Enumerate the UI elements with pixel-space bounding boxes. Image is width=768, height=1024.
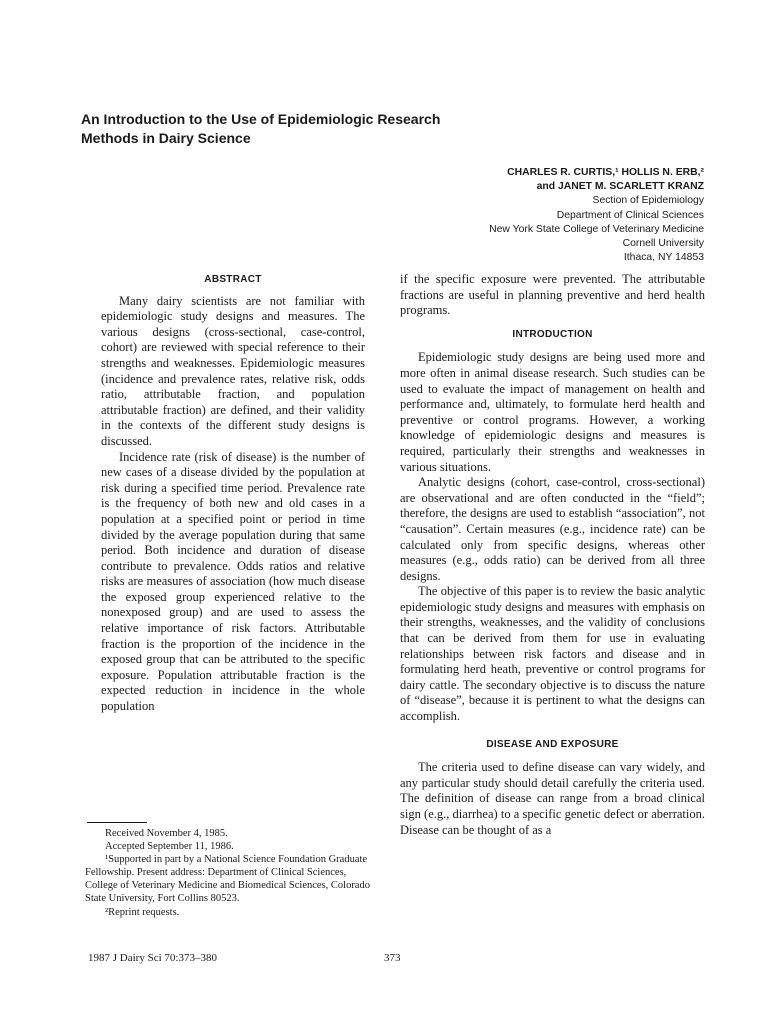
accepted-date: Accepted September 11, 1986. xyxy=(105,841,234,853)
affiliation-line: Section of Epidemiology xyxy=(592,195,704,207)
disease-exposure-paragraph: The criteria used to define disease can vary widely, and any particular study should detail carefully the criteria used. The definition of disease can range from a broad clinical sign (e.g., diarrhea) to a specific genetic defect or aberration. Disease can be thought of as a xyxy=(400,760,705,837)
page-number: 373 xyxy=(384,952,401,964)
affiliation-line: Department of Clinical Sciences xyxy=(556,209,704,221)
abstract-paragraph: Many dairy scientists are not familiar with epidemiologic study designs and measures. The various designs (cross-sectional, case-control, cohort) are reviewed with special reference to their strengths and weaknesses. Epidemiologic measures (incidence and prevalence rates, relative risk, odds ratio, attributable fraction, and population attributable fraction) are defined, and their validity in the contexts of the different study designs is discussed. xyxy=(101,293,365,448)
footnote-1: ¹Supported in part by a National Science Foundation Graduate Fellowship. Present address: Department of Clinical Sciences, College of Veterinary Medicine and Biomedical Sciences, Colorado State University, Fort Collins 80523. xyxy=(85,854,370,905)
introduction-heading: INTRODUCTION xyxy=(512,328,593,340)
introduction-paragraph: Analytic designs (cohort, case-control, cross-sectional) are observational and are often conducted in the “field”; therefore, the designs are used to establish “association”, not “causation”. Certain measures (e.g., incidence rate) can be calculated only from specific designs, whereas other measures (e.g., odds ratio) can be derived from all three designs. xyxy=(400,475,705,583)
left-column xyxy=(101,272,365,715)
title-line-1: An Introduction to the Use of Epidemiologic Research xyxy=(81,111,441,127)
author-names-line-2: and JANET M. SCARLETT KRANZ xyxy=(536,181,704,193)
affiliation-line: Ithaca, NY 14853 xyxy=(623,252,704,264)
paper-title xyxy=(81,110,561,148)
affiliation-line: New York State College of Veterinary Medicine xyxy=(489,223,704,235)
journal-citation: 1987 J Dairy Sci 70:373–380 xyxy=(88,952,217,964)
disease-exposure-heading: DISEASE AND EXPOSURE xyxy=(486,738,619,750)
author-names-line-1: CHARLES R. CURTIS,¹ HOLLIS N. ERB,² xyxy=(507,167,704,178)
introduction-paragraph: The objective of this paper is to review the basic analytic epidemiologic study designs and measures with emphasis on their strengths, weaknesses, and the validity of conclusions that can be derived from them for use in evaluating relationships between risk factors and disease and in formulating herd heath, preventive or control programs for dairy cattle. The secondary objective is to discuss the nature of “disease”, because it is pertinent to what the designs can accomplish. xyxy=(400,584,705,724)
introduction-paragraph: Epidemiologic study designs are being used more and more often in animal disease research. Such studies can be used to evaluate the impact of management on health and performance and, ultimately, to formulate herd health and preventive or control programs. However, a working knowledge of epidemiologic designs and measures is required, particularly their strengths and weaknesses in various situations. xyxy=(400,350,705,474)
footnotes xyxy=(85,822,375,919)
footnote-rule xyxy=(87,822,147,823)
right-column xyxy=(400,272,705,838)
affiliation-line: Cornell University xyxy=(622,238,704,250)
abstract-continuation: if the specific exposure were prevented. The attributable fractions are useful in planning preventive and herd health programs. xyxy=(400,272,705,318)
abstract-paragraph: Incidence rate (risk of disease) is the number of new cases of a disease divided by the population at risk during a specified time period. Prevalence rate is the frequency of both new and old cases in a population at a specified point or period in time divided by the average population during that same period. Both incidence and duration of disease contribute to prevalence. Odds ratios and relative risks are measures of association (how much disease the exposed group experienced relative to the nonexposed group) and are used to assess the relative importance of risk factors. Attributable fraction is the proportion of the incidence in the exposed group that can be attributed to the specific exposure. Population attributable fraction is the expected reduction in incidence in the whole population xyxy=(101,449,365,714)
received-date: Received November 4, 1985. xyxy=(105,828,228,839)
footnote-2: ²Reprint requests. xyxy=(105,906,180,918)
author-block xyxy=(489,166,704,265)
title-line-2: Methods in Dairy Science xyxy=(81,130,251,146)
abstract-heading: ABSTRACT xyxy=(204,274,262,285)
